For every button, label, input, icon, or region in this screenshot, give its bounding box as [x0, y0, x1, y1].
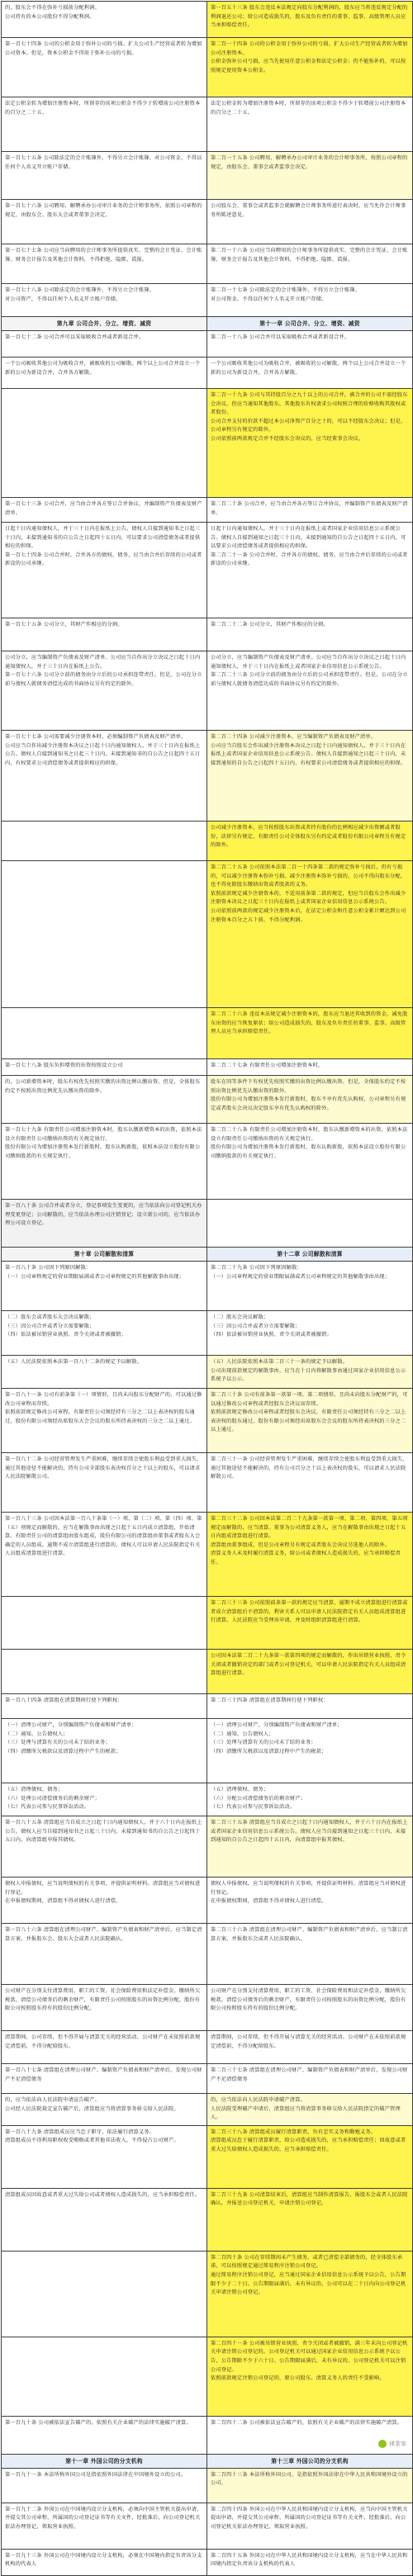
old-law-text: 第一百八十四条 清算组在清算期间行使下列职权：	[5, 1698, 123, 1703]
new-law-text: 第二百二十七条 有限责任公司增加注册资本时，	[211, 1063, 324, 1068]
old-law-text: 清算组成员因故意或者重大过失给公司或者债权人造成损失的，应当承担赔偿责任。	[5, 2191, 201, 2198]
old-law-cell	[2, 389, 207, 498]
new-law-cell	[207, 1878, 413, 1924]
old-law-cell	[2, 1124, 207, 1200]
new-law-text: 第二百二十二条 公司分立，其财产作相应的分割。	[211, 622, 329, 627]
old-law-cell	[2, 1356, 207, 1389]
old-law-text: 第一百七十四条 公司的公积金用于弥补公司的亏损、扩大公司生产经营或者转为增加公司资本。但是，资本公积金不得用于弥补公司的亏损。	[5, 41, 202, 56]
clause-row	[2, 2503, 413, 2549]
new-law-text: 第二百四十一条 公司被吊销营业执照、责令关闭或者被撤销，满三年未向公司登记机关申请注销公司登记的，公司登记机关可以通过国家企业信用信息公示系统予以公告，公告期限不少于六十日。公告期限届满后，未有异议的，公司登记机关可以注销公司登记。 依照前款规定注销公司登记的，原公司股东、清算义务人的责任不受影响。	[211, 2340, 408, 2382]
clause-row	[2, 1124, 413, 1200]
clause-row	[2, 1389, 413, 1453]
new-law-text: （五）人民法院依照本法第二百三十一条的规定予以解散。 公司出现前款规定的解散事由，应当在十日内将解散事由通过国家企业信用信息公示系统予以公示。	[211, 1359, 406, 1383]
old-law-cell	[2, 1816, 207, 1878]
old-law-cell	[2, 2, 207, 38]
new-law-cell	[207, 822, 413, 861]
new-law-cell	[207, 2251, 413, 2337]
new-law-text: 第二百三十五条 清算组应当自成立之日起十日内通知债权人，并于六十日内在报纸上或者国家企业信用信息公示系统公告。债权人应当自接到通知之日起三十日内，未接到通知的自公告之日起四十五日内，向清算组申报其债权。	[211, 1820, 408, 1844]
clause-row	[2, 38, 413, 97]
clause-row	[2, 2125, 413, 2188]
clause-row	[2, 1924, 413, 1985]
old-law-cell	[2, 1200, 207, 1248]
clause-row	[2, 498, 413, 523]
old-law-text: 第一百七十九条 有限责任公司增加注册资本时，股东认缴新增资本的出资，依照本法设立有限责任公司缴纳出资的有关规定执行。 股份有限公司为增加注册资本发行新股时，股东认购新股，依照本法设立股份有限公司缴纳股款的有关规定执行。	[5, 1127, 202, 1159]
clause-row	[2, 1262, 413, 1311]
old-law-cell	[2, 1059, 207, 1076]
old-law-text: （二）股东会或者股东大会决议解散； （三）因公司合并或者分立需要解散； （四）依法被吊销营业执照、责令关闭或者被撤销；	[5, 1314, 126, 1338]
clause-row	[2, 618, 413, 651]
old-law-text: 第一百九十三条 外国公司在中国境内设立分支机构，必须在中国境内指定负责该分支机构的代表人	[5, 2552, 202, 2568]
old-law-cell	[2, 1513, 207, 1597]
old-law-cell	[2, 244, 207, 284]
old-law-cell	[2, 1453, 207, 1513]
new-law-cell	[207, 1059, 413, 1076]
new-law-text: 法定公积金转为增加注册资本时，所留存的该项公积金不得少于转增前公司注册资本的百分之二十五。	[211, 101, 406, 116]
new-law-cell	[207, 1597, 413, 1650]
new-law-text: 第二百四十二条 公司被依法宣告破产的，依照有关企业破产的法律实施破产清算。	[211, 2419, 403, 2426]
old-law-cell	[2, 1311, 207, 1356]
old-law-text: 第一百八十九条 清算组成员应当忠于职守，依法履行清算义务。 清算组成员不得利用职权收受贿赂或者其他非法收入，不得侵占公司财产。	[5, 2129, 179, 2144]
new-law-text: 第二百三十九条 公司清算结束后，清算组应当制作清算报告，报股东会或者人民法院确认，并报送公司登记机关，申请注销公司登记。	[211, 2191, 408, 2207]
old-law-cell	[2, 1248, 207, 1262]
new-law-text: 第二百四十条 公司在存续期间未产生债务，或者已清偿全部债务的，经全体股东承诺，可以按照规定通过简易程序注销公司登记。 通过简易程序注销公司登记，应当通过国家企业信用信息公示系统予以公告，公告期限不少于二十日。公告期限届满后，未有异议的，公司可以在二十日内向公司登记机关申请注销公司登记。	[211, 2254, 406, 2296]
old-law-text: 第一百七十五条 公司分立，其财产作相应的分割。	[5, 622, 123, 627]
clause-row	[2, 1783, 413, 1816]
clause-row	[2, 389, 413, 498]
old-law-cell	[2, 358, 207, 389]
clause-row	[2, 2064, 413, 2094]
new-law-text: 第二百二十五条 公司依照本法第二百一十四条第二款的规定弥补亏损后，仍有亏损的，可以减少注册资本弥补亏损。减少注册资本弥补亏损的，公司不得向股东分配，也不得免除股东缴纳出资或者股款的义务。 依照前款规定减少注册资本的，不适用前条第二款的规定，但应当自股东会作出减少注册资本决议之日起三十日内在报纸上或者国家企业信用信息公示系统公告。 公司依照前两款的规定减少注册资本后，在法定公积金和任意公积金累计额达到公司注册资本百分之五十前，不得分配利润。	[211, 864, 406, 923]
new-law-cell	[207, 331, 413, 358]
clause-row	[2, 1816, 413, 1878]
new-law-text: 公司股东会、董事会或者监事会就解聘会计师事务所进行表决时，应当允许会计师事务所陈述意见。	[211, 203, 406, 218]
new-law-text: （五）清理债权、债务； （六）分配公司清偿债务后的剩余财产； （七）代表公司参与民事诉讼活动。	[211, 1787, 306, 1811]
clause-row	[2, 731, 413, 822]
new-law-text: 第十一章 公司合并、分立、增资、减资	[259, 320, 360, 327]
new-law-text: 第二百二十八条 有限责任公司增加注册资本时，股东认缴新增资本的出资，依照本法设立有限责任公司缴纳出资的有关规定执行。 股份有限公司为增加注册资本发行新股时，股东认购新股，依照本法设立股份有限公司缴纳股款的有关规定执行。	[211, 1127, 408, 1159]
new-law-text: 第二百四十五条 外国公司在中华人民共和国境内设立分支机构，应当在中华人民共和国境内指定负责该分支机构的代表人	[211, 2552, 408, 2568]
comparison-table-body	[2, 2, 413, 2576]
clause-row	[2, 1878, 413, 1924]
clause-row	[2, 1076, 413, 1124]
new-law-cell	[207, 861, 413, 1008]
new-law-cell	[207, 2503, 413, 2549]
clause-row	[2, 2416, 413, 2454]
new-law-text: 第二百三十二条 公司因本法第二百二十九条第一款第一项、第二项、第四项、第五项规定而解散的，应当清算。董事为公司清算义务人，应当在解散事由出现之日起十五日内组成清算组进行清算。 清算组由董事组成，但是公司章程另有规定或者股东会决议另选他人的除外。 清算义务人未及时履行清算义务，给公司或者债权人造成损失的，应当承担赔偿责任。	[211, 1516, 408, 1565]
new-law-cell	[207, 731, 413, 822]
new-law-text: 日起十日内通知债权人，并于三十日内在报纸上或者国家企业信用信息公示系统公告。债权人自接到通知之日起三十日内，未接到通知的自公告之日起四十五日内，可以要求公司清偿债务或者提供相应的担保。 第二百二十一条 公司合并时，合并各方的债权、债务，应当由合并后存续的公司或者新设的公司承继。	[211, 526, 408, 567]
new-law-cell	[207, 1924, 413, 1985]
old-law-text: 第一百八十条 公司合并或者分立，登记事项发生变更的，应当依法向公司登记机关办理变更登记；公司解散的，应当依法办理公司注销登记；设立新公司的，应当依法办理公司设立登记。	[5, 1203, 202, 1227]
clause-row	[2, 331, 413, 358]
new-law-cell	[207, 2125, 413, 2188]
clause-row	[2, 152, 413, 200]
old-law-text: 第一百八十五条 清算组应当自成立之日起十日内通知债权人，并于六十日内在报纸上公告。债权人应当自接到通知书之日起三十日内，未接到通知书的自公告之日起四十五日内，向清算组申报其债权。	[5, 1820, 202, 1844]
old-law-text: 第一百八十条 公司因下列原因解散： （一）公司章程规定的营业期限届满或者公司章程规定的其他解散事由出现；	[5, 1265, 185, 1280]
chapter-heading-row	[2, 317, 413, 331]
new-law-text: 公司因本法第二百二十九条第一款第四项的规定而解散的，作出吊销营业执照、责令关闭或者撤销决定的部门或者公司登记机关，可以申请人民法院指定有关人员组成清算组进行清算。	[211, 1653, 406, 1677]
clause-row	[2, 97, 413, 152]
new-law-text: 第二百一十四条 公司的公积金用于弥补公司的亏损、扩大公司生产经营或者转为增加公司注册资本。 公积金弥补公司亏损，应当先使用任意公积金和法定公积金；仍不能弥补的，可以按照规定使用资本公积金。	[211, 41, 408, 73]
clause-row	[2, 284, 413, 317]
old-law-text: 第一百七十三条 公司合并，应当由合并各方签订合并协议，并编制资产负债表及财产清单。	[5, 501, 202, 516]
new-law-cell	[207, 389, 413, 498]
old-law-cell	[2, 523, 207, 618]
new-law-text: 第二百三十七条 清算组在清理公司财产、编制资产负债表和财产清单后，发现公司财产不足清偿债务	[211, 2067, 408, 2082]
clause-row	[2, 1719, 413, 1783]
old-law-text: 日起十日内通知债权人，并于三十日内在报纸上公告。债权人自接到通知书之日起三十日内，未接到通知书的自公告之日起四十五日内，可以要求公司清偿债务或者提供相应的担保。 第一百七十四条 公司合并时，合并各方的债权、债务，应当由合并后存续的公司或者新设的公司承继。	[5, 526, 202, 567]
new-law-cell	[207, 2031, 413, 2064]
old-law-cell	[2, 2416, 207, 2454]
new-law-text: 第二百三十四条 清算组在清算期间行使下列职权：	[211, 1698, 329, 1703]
old-law-cell	[2, 200, 207, 244]
new-law-cell	[207, 358, 413, 389]
new-law-cell	[207, 1076, 413, 1124]
new-law-text: 第一百五十三条 股东会违反本法规定向股东分配利润的，股东应当将违反规定分配的利润退还公司；给公司造成损失的，股东及负有责任的董事、监事、高级管理人员应当承担赔偿责任。	[211, 5, 408, 29]
clause-row	[2, 1597, 413, 1650]
watermark	[378, 2440, 406, 2448]
old-law-cell	[2, 284, 207, 317]
clause-row	[2, 822, 413, 861]
old-law-cell	[2, 1783, 207, 1816]
new-law-cell	[207, 1650, 413, 1694]
new-law-cell	[207, 2094, 413, 2126]
old-law-text: 第一百八十三条 公司因本法第一百八十条第（一）项、第（二）项、第（四）项、第（五）项规定而解散的，应当在解散事由出现之日起十五日内成立清算组，开始清算。有限责任公司的清算组由股东组成，股份有限公司的清算组由董事或者股东大会确定的人员组成。逾期不成立清算组进行清算的，债权人可以申请人民法院指定有关人员组成清算组进行清算。	[5, 1516, 202, 1557]
old-law-cell	[2, 2094, 207, 2126]
new-law-cell	[207, 284, 413, 317]
new-law-cell	[207, 97, 413, 152]
old-law-cell	[2, 1389, 207, 1453]
new-law-cell	[207, 2454, 413, 2468]
new-law-text: 清算期间，公司存续，但不得开展与清算无关的经营活动。公司财产在未依照前款规定清偿前，不得分配给股东。	[211, 2034, 406, 2049]
old-law-text: 公司分立，应当编制资产负债表及财产清单。公司应当自作出分立决议之日起十日内通知债权人，并于三十日内在报纸上公告。 第一百七十六条 公司分立前的债务由分立后的公司承担连带责任。但是，公司在分立前与债权人就债务清偿达成的书面协议另有约定的除外。	[5, 655, 202, 687]
clause-row	[2, 1200, 413, 1248]
clause-row	[2, 2468, 413, 2503]
new-law-text: 第二百四十三条 本法所称外国公司，是指依照外国法律在中华人民共和国境外设立的公司。	[211, 2471, 408, 2487]
clause-row	[2, 1453, 413, 1513]
old-law-text: 第十一章 外国公司的分支机构	[65, 2457, 143, 2465]
new-law-cell	[207, 317, 413, 331]
old-law-text: 第一百八十六条 清算组在清理公司财产、编制资产负债表和财产清单后，应当制定清算方案，并报股东会、股东大会或者人民法院确认。	[5, 1927, 202, 1942]
old-law-cell	[2, 2503, 207, 2549]
old-law-cell	[2, 152, 207, 200]
new-law-text: 第二百三十三条 公司依照前条第一款的规定应当清算，逾期不成立清算组进行清算或者成立清算组后不清算的，利害关系人可以申请人民法院指定有关人员组成清算组进行清算。人民法院应当受理该申请，并及时组织清算组进行清算。	[211, 1600, 408, 1624]
old-law-cell	[2, 1008, 207, 1059]
new-law-cell	[207, 2549, 413, 2575]
clause-row	[2, 1650, 413, 1694]
new-law-cell	[207, 1248, 413, 1262]
new-law-cell	[207, 152, 413, 200]
clause-row	[2, 1008, 413, 1059]
clause-row	[2, 244, 413, 284]
clause-row	[2, 1311, 413, 1356]
new-law-text: 第二百一十九条 公司与其持股百分之九十以上的公司合并，被合并的公司不需经股东会决议，但应当通知其他股东，其他股东有权请求公司按照合理的价格收购其股权或者股份。 公司合并支付的价款不超过本公司净资产百分之十的，可以不经股东会决议；但是，公司章程另有规定的除外。 公司依照前两款规定合并不经股东会决议的，应当经董事会决议。	[211, 392, 408, 442]
old-law-cell	[2, 2251, 207, 2337]
old-law-text: 第一百七十六条 公司聘用、解聘承办公司审计业务的会计师事务所，依照公司章程的规定，由股东会、股东大会或者董事会决定。	[5, 203, 202, 218]
old-law-text: 第一百七十五条 公司除法定的会计账簿外，不得另立会计账簿。对公司资金，不得以任何个人名义开立账户存储。	[5, 155, 202, 170]
new-law-text: 第二百四十四条 外国公司在中华人民共和国境内设立分支机构，应当向中国主管机关提出申请，并提交其公司章程、所属国的公司登记证书等有关文件，经批准后，向公司登记机关依法办理登记，领取营业执照。	[211, 2506, 408, 2530]
old-law-text: 第一百七十七条 公司需要减少注册资本时，必须编制资产负债表及财产清单。 公司应当自作出减少注册资本决议之日起十日内通知债权人，并于三十日内在报纸上公告。债权人自接到通知书之日起三十日内，未接到通知书的自公告之日起四十五日内，有权要求公司清偿债务或者提供相应的担保。	[5, 734, 201, 766]
new-law-cell	[207, 1356, 413, 1389]
clause-row	[2, 1356, 413, 1389]
new-law-text: 第二百三十六条 清算组在清理公司财产、编制资产负债表和财产清单后，应当制订清算方案，并报股东会或者人民法院确认。	[211, 1927, 408, 1942]
new-law-cell	[207, 498, 413, 523]
old-law-cell	[2, 1694, 207, 1719]
old-law-cell	[2, 2125, 207, 2188]
new-law-cell	[207, 1389, 413, 1453]
old-law-text: 第一百九十二条 外国公司在中国境内设立分支机构，必须向中国主管机关提出申请，并提交其公司章程、所属国的公司登记证书等有关文件，经批准后，向公司登记机关依法办理登记，领取营业执照。	[5, 2506, 202, 2530]
new-law-cell	[207, 1200, 413, 1248]
new-law-text: 的，应当依法向人民法院申请破产清算。 人民法院受理破产申请后，清算组应当将清算事务移交给人民法院指定的破产管理人。	[211, 2097, 401, 2121]
clause-row	[2, 1059, 413, 1076]
new-law-cell	[207, 2064, 413, 2094]
new-law-cell	[207, 200, 413, 244]
old-law-cell	[2, 38, 207, 97]
old-law-cell	[2, 651, 207, 731]
wechat-icon	[378, 2440, 387, 2448]
new-law-text: 公司分立，应当编制资产负债表及财产清单。公司应当自作出分立决议之日起十日内通知债权人，并于三十日内在报纸上或者国家企业信用信息公示系统公告。 第二百二十三条 公司分立前的债务由分立后的公司承担连带责任。但是，公司在分立前与债权人就债务清偿达成的书面协议另有约定的除外。	[211, 655, 408, 687]
old-law-text: 第一百九十条 公司被依法宣告破产的，依照有关企业破产的法律实施破产清算。	[5, 2419, 192, 2426]
clause-row	[2, 1513, 413, 1597]
old-law-cell	[2, 1650, 207, 1694]
old-law-cell	[2, 822, 207, 861]
chapter-heading-row	[2, 2454, 413, 2468]
clause-row	[2, 1985, 413, 2031]
new-law-text: 第二百一十八条 公司合并可以采取吸收合并或者新设合并。	[211, 334, 350, 340]
law-comparison-table	[1, 1, 413, 2576]
clause-row	[2, 2251, 413, 2337]
old-law-cell	[2, 2468, 207, 2503]
old-law-cell	[2, 1076, 207, 1124]
new-law-cell	[207, 1124, 413, 1200]
new-law-text: 第二百二十四条 公司减少注册资本，应当编制资产负债表及财产清单。 公司应当自股东会作出减少注册资本决议之日起十日内通知债权人，并于三十日内在报纸上或者国家企业信用信息公示系统公告。债权人自接到通知之日起三十日内，未接到通知的自公告之日起四十五日内，有权要求公司清偿债务或者提供相应的担保。	[211, 734, 406, 766]
new-law-cell	[207, 1453, 413, 1513]
old-law-cell	[2, 2454, 207, 2468]
old-law-cell	[2, 331, 207, 358]
new-law-cell	[207, 1008, 413, 1059]
old-law-cell	[2, 2337, 207, 2416]
old-law-text: 法定公积金转为增加注册资本时，所留存的该项公积金不得少于转增前公司注册资本的百分之二十五。	[5, 101, 201, 116]
old-law-cell	[2, 498, 207, 523]
new-law-text: 第二百二十九条 公司因下列原因解散： （一）公司章程规定的营业期限届满或者公司章程规定的其他解散事由出现；	[211, 1265, 391, 1280]
old-law-cell	[2, 618, 207, 651]
old-law-text: 第一百七十七条 公司应当向聘用的会计师事务所提供真实、完整的会计凭证、会计账簿、财务会计报告及其他会计资料，不得拒绝、隐匿、谎报。	[5, 248, 202, 263]
new-law-text: 债权人申报债权，应当说明债权的有关事项，并提供证明材料。清算组应当对债权进行登记。 在申报债权期间，清算组不得对债权人进行清偿。	[211, 1881, 406, 1905]
old-law-cell	[2, 2031, 207, 2064]
new-law-cell	[207, 1816, 413, 1878]
old-law-cell	[2, 2188, 207, 2251]
old-law-text: 一个公司吸收其他公司为吸收合并，被吸收的公司解散。两个以上公司合并设立一个新的公司为新设合并，合并各方解散。	[5, 361, 201, 376]
old-law-text: （五）清理债权、债务； （六）处理公司清偿债务后的剩余财产； （七）代表公司参与民事诉讼活动。	[5, 1787, 100, 1811]
new-law-cell	[207, 1719, 413, 1783]
old-law-cell	[2, 1719, 207, 1783]
new-law-cell	[207, 2, 413, 38]
new-law-cell	[207, 38, 413, 97]
clause-row	[2, 2031, 413, 2064]
new-law-cell	[207, 1262, 413, 1311]
clause-row	[2, 2094, 413, 2126]
old-law-text: 第一百七十八条 公司除法定的会计账簿外，不得另立会计账簿。 对公司资产，不得以任何个人名义开立账户存储。	[5, 287, 155, 302]
old-law-cell	[2, 731, 207, 822]
old-law-text: 第一百八十一条 公司有前条第（一）项情形，且尚未向股东分配财产的，可以通过修改公司章程而存续。 依照前款规定修改公司章程，有限责任公司须经持有三分之二以上表决权的股东通过，股份有限公司须经出席股东大会会议的股东所持表决权的三分之二以上通过。	[5, 1392, 202, 1424]
watermark-text: 律茶客	[389, 2441, 406, 2447]
old-law-text: 公司财产在分别支付清算费用、职工的工资、社会保险费用和法定补偿金，缴纳所欠税款，清偿公司债务后的剩余财产，有限责任公司按照股东的出资比例分配，股份有限公司按照股东持有的股份比例分配。	[5, 1988, 201, 2012]
new-law-text: 第二百三十条 公司有前条第一款第一项、第二项情形，且尚未向股东分配财产的，可以通过修改公司章程或者经股东会决议而存续。 依照前款规定修改公司章程或者经股东会决议，有限责任公司须经持有三分之二以上表决权的股东通过，股份有限公司须经出席股东会会议的股东所持表决权的三分之二以上通过。	[211, 1392, 408, 1433]
old-law-text: 债权人申报债权，应当说明债权的有关事项，并提供证明材料。清算组应当对债权进行登记。 在申报债权期间，清算组不得对债权人进行清偿。	[5, 1881, 201, 1905]
new-law-text: 第十二章 公司解散和清算	[277, 1251, 343, 1257]
old-law-text: 的，股东会不得在弥补亏损前分配利润。 公司持有的本公司股份不得分配利润。	[5, 5, 100, 20]
new-law-cell	[207, 523, 413, 618]
clause-row	[2, 2549, 413, 2575]
old-law-text: 清算期间，公司存续，但不得开展与清算无关的经营活动。公司财产在未依照前款规定清偿前，不得分配给股东。	[5, 2034, 201, 2049]
new-law-cell	[207, 1513, 413, 1597]
old-law-cell	[2, 1878, 207, 1924]
new-law-text: 第二百三十八条 清算组成员履行清算职责，负有忠实义务和勤勉义务。 清算组成员怠于履行清算职责，给公司造成损失的，应当承担赔偿责任；因故意或者重大过失给债权人造成损失的，应当承担赔偿责任。	[211, 2129, 406, 2152]
clause-row	[2, 2337, 413, 2416]
old-law-cell	[2, 861, 207, 1008]
new-law-text: 第二百一十六条 公司应当向聘用的会计师事务所提供真实、完整的会计凭证、会计账簿、财务会计报告及其他会计资料，不得拒绝、隐匿、谎报。	[211, 248, 408, 263]
new-law-text: 第二百二十六条 违反本法规定减少注册资本的，股东应当退还其收到的资金，减免股东出资的应当恢复原状；给公司造成损失的，股东及负有责任的董事、监事、高级管理人员应当承担赔偿责任。	[211, 1011, 408, 1035]
old-law-cell	[2, 2064, 207, 2094]
old-law-cell	[2, 2549, 207, 2575]
clause-row	[2, 2188, 413, 2251]
clause-row	[2, 1694, 413, 1719]
new-law-cell	[207, 2416, 413, 2454]
new-law-text: 第二百一十五条 公司聘用、解聘承办公司审计业务的会计师事务所，按照公司章程的规定，由股东会、董事会或者监事会决定。	[211, 155, 408, 170]
new-law-cell	[207, 1783, 413, 1816]
old-law-text: 第一百九十一条 本法所称外国公司是指依照外国法律在中国境外设立的公司。	[5, 2471, 187, 2478]
new-law-text: 公司财产在分别支付清算费用、职工的工资、社会保险费用和法定补偿金，缴纳所欠税款，清偿公司债务后的剩余财产，有限责任公司按照股东的出资比例分配，股份有限公司按照股东持有的股份比例分配。	[211, 1988, 406, 2012]
clause-row	[2, 861, 413, 1008]
new-law-text: （一）清理公司财产，分别编制资产负债表和财产清单； （二）通知、公告债权人； （三）处理与清算有关的公司未了结的业务； （四）清缴所欠税款以及清算过程中产生的税款；	[211, 1722, 343, 1754]
new-law-cell	[207, 1985, 413, 2031]
new-law-cell	[207, 2468, 413, 2503]
new-law-text: 第二百三十一条 公司经营管理发生严重困难，继续存续会使股东利益受到重大损失，通过其他途径不能解决的，持有公司百分之十以上表决权的股东，可以请求人民法院解散公司。	[211, 1456, 408, 1480]
old-law-text: 第一百八十七条 清算组在清理公司财产、编制资产负债表和财产清单后，发现公司财产不足清偿债务	[5, 2067, 202, 2082]
old-law-text: 第十章 公司解散和清算	[74, 1251, 135, 1257]
new-law-text: 第二百一十七条 公司除法定的会计账簿外，不得另立会计账簿。 对公司资金，不得以任何个人名义开立账户存储。	[211, 287, 361, 302]
new-law-text: 一个公司吸收其他公司为吸收合并，被吸收的公司解散。两个以上公司合并设立一个新的公司为新设合并，合并各方解散。	[211, 361, 406, 376]
chapter-heading-row	[2, 1248, 413, 1262]
old-law-text: 的，应当依法向人民法院申请宣告破产。 公司经人民法院裁定宣告破产后，清算组应当将清算事务移交给人民法院。	[5, 2097, 179, 2112]
new-law-cell	[207, 2188, 413, 2251]
old-law-cell	[2, 1597, 207, 1650]
new-law-cell	[207, 651, 413, 731]
old-law-text: 第一百七十八条 股东负担增资的出资按照设立公司	[5, 1063, 123, 1068]
old-law-text: （一）清理公司财产，分别编制资产负债表和财产清单； （二）通知、公告债权人； （三）处理与清算有关的公司未了结的业务； （四）清缴所欠税款以及清算过程中产生的税款；	[5, 1722, 137, 1754]
old-law-cell	[2, 97, 207, 152]
new-law-text: 第二百二十条 公司合并，应当由合并各方签订合并协议，并编制资产负债表及财产清单。	[211, 501, 408, 516]
old-law-text: 第一百七十二条 公司合并可以采取吸收合并或者新设合并。	[5, 334, 145, 340]
old-law-cell	[2, 317, 207, 331]
old-law-text: 第一百八十二条 公司经营管理发生严重困难，继续存续会使股东利益受到重大损失，通过其他途径不能解决的，持有公司全部股东表决权百分之十以上的股东，可以请求人民法院解散公司。	[5, 1456, 202, 1480]
old-law-text: （五）人民法院依照本法第一百八十二条的规定予以解散。	[5, 1359, 143, 1365]
new-law-cell	[207, 244, 413, 284]
new-law-text: 公司减少注册资本，应当按照股东出资或者持有股份的比例相应减少出资额或者股份，法律另有规定、有限责任公司全体股东另有约定或者股份有限公司章程另有规定的除外。	[211, 825, 406, 849]
old-law-text: 第九章 公司合并、分立、增资、减资	[56, 320, 152, 327]
new-law-cell	[207, 2337, 413, 2416]
old-law-cell	[2, 1262, 207, 1311]
clause-row	[2, 358, 413, 389]
new-law-cell	[207, 1311, 413, 1356]
old-law-cell	[2, 1985, 207, 2031]
clause-row	[2, 200, 413, 244]
clause-row	[2, 2, 413, 38]
new-law-text: 股东在同等条件下有权优先按照实缴的出资比例认缴出资。但是，全体股东约定不按照出资比例优先认缴出资的除外。 股份有限公司为增加注册资本发行新股时，股东不享有优先认购权，公司章程另有规定或者股东会决议决定股东享有优先认购权的除外。	[211, 1079, 406, 1111]
clause-row	[2, 523, 413, 618]
old-law-text: 的，公司新增资本时，股东有权优先按照实缴的出资比例认缴出资。但是，全体股东约定不按照出资比例优先认缴出资的除外。	[5, 1079, 201, 1094]
old-law-cell	[2, 1924, 207, 1985]
new-law-cell	[207, 618, 413, 651]
clause-row	[2, 651, 413, 731]
new-law-cell	[207, 1694, 413, 1719]
new-law-text: 第十三章 外国公司的分支机构	[271, 2457, 349, 2465]
new-law-text: （二）股东会决议解散； （三）因公司合并或者分立需要解散； （四）依法被吊销营业执照、责令关闭或者被撤销；	[211, 1314, 332, 1338]
